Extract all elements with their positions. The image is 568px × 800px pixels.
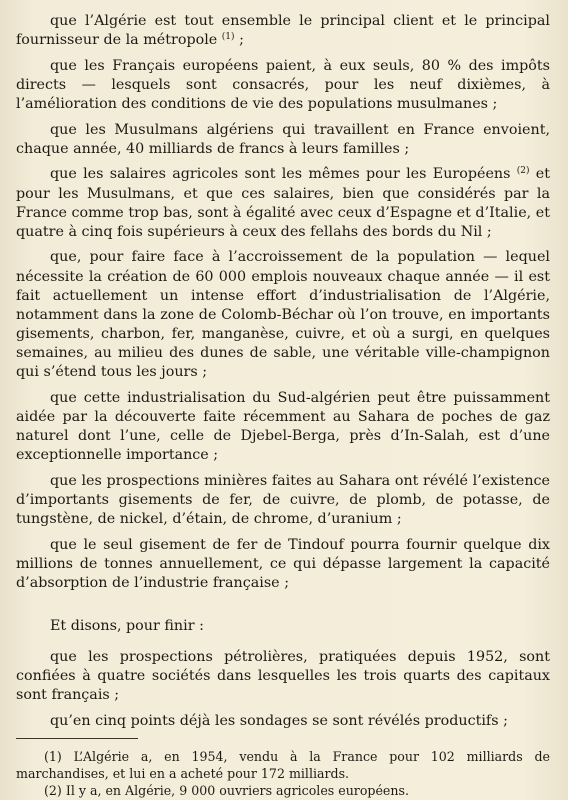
paragraph-drilling: qu’en cinq points déjà les sondages se sont révélés productifs ; bbox=[50, 712, 508, 729]
footnote-rule bbox=[16, 738, 138, 739]
paragraph-industrialisation: que, pour faire face à l’accroissement de la population — lequel nécessite la création de 60 000 emplois nouveaux chaque année — il est fait actuellement un intense effort d’industrialisation de l’Algérie, notamment dans la zone de Colomb-Béchar où l’on trouve, en importants gisements, charbon, fer, manganèse, cuivre, et où a surgi, en quelques semaines, au milieu des dunes de sable, une véritable ville-champignon qui s’étend tous les jours ; bbox=[16, 249, 550, 380]
footnote-2: (2) Il y a, en Algérie, 9 000 ouvriers agricoles européens. bbox=[44, 783, 409, 798]
paragraph-petroleum: que les prospections pétrolières, pratiquées depuis 1952, sont confiées à quatre sociétés dans lesquelles les trois quarts des capitaux sont français ; bbox=[16, 648, 550, 704]
paragraph-tindouf: que le seul gisement de fer de Tindouf pourra fournir quelque dix millions de tonnes annuellement, ce qui dépasse largement la capacité d’absorption de l’industrie française ; bbox=[16, 536, 550, 591]
body-text bbox=[16, 12, 550, 737]
paragraph-mining: que les prospections minières faites au Sahara ont révélé l’existence d’importants gisements de fer, de cuivre, de plomb, de potasse, de tungstène, de nickel, d’étain, de chrome, d’uranium ; bbox=[16, 472, 550, 527]
footnotes bbox=[16, 748, 550, 799]
paragraph-trade: que l’Algérie est tout ensemble le principal client et le principal fournisseur de la métropole $^{(1)}$ ; bbox=[16, 13, 550, 49]
footnote-1: (1) L’Algérie a, en 1954, vendu à la France pour 102 milliards de marchandises, et lui en a acheté pour 172 milliards. bbox=[16, 749, 550, 781]
paragraph-wages: que les salaires agricoles sont les mêmes pour les Européens $^{(2)}$ et pour les Musulmans, et que ces salaires, bien que considérés par la France comme trop bas, sont à égalité avec ceux d’Espagne et d’Italie, et quatre à cinq fois supérieurs à ceux des fellahs des bords du Nil ; bbox=[16, 166, 550, 240]
paragraph-natural-gas: que cette industrialisation du Sud-algérien peut être puissamment aidée par la découverte faite récemment au Sahara de poches de gaz naturel dont l’une, celle de Djebel-Berga, près d’In-Salah, est d’une exceptionnelle importance ; bbox=[16, 389, 550, 463]
footnote-ref-1: (1) bbox=[221, 32, 235, 43]
footnote-ref-2: (2) bbox=[516, 166, 530, 177]
closing-line: Et disons, pour finir : bbox=[50, 617, 204, 634]
paragraph-taxes: que les Français européens paient, à eux seuls, 80 % des impôts directs — lesquels sont consacrés, pour les neuf dixièmes, à l’amélioration des conditions de vie des populations musulmanes ; bbox=[16, 57, 550, 112]
paragraph-remittances: que les Musulmans algériens qui travaillent en France envoient, chaque année, 40 milliards de francs à leurs familles ; bbox=[16, 121, 550, 157]
